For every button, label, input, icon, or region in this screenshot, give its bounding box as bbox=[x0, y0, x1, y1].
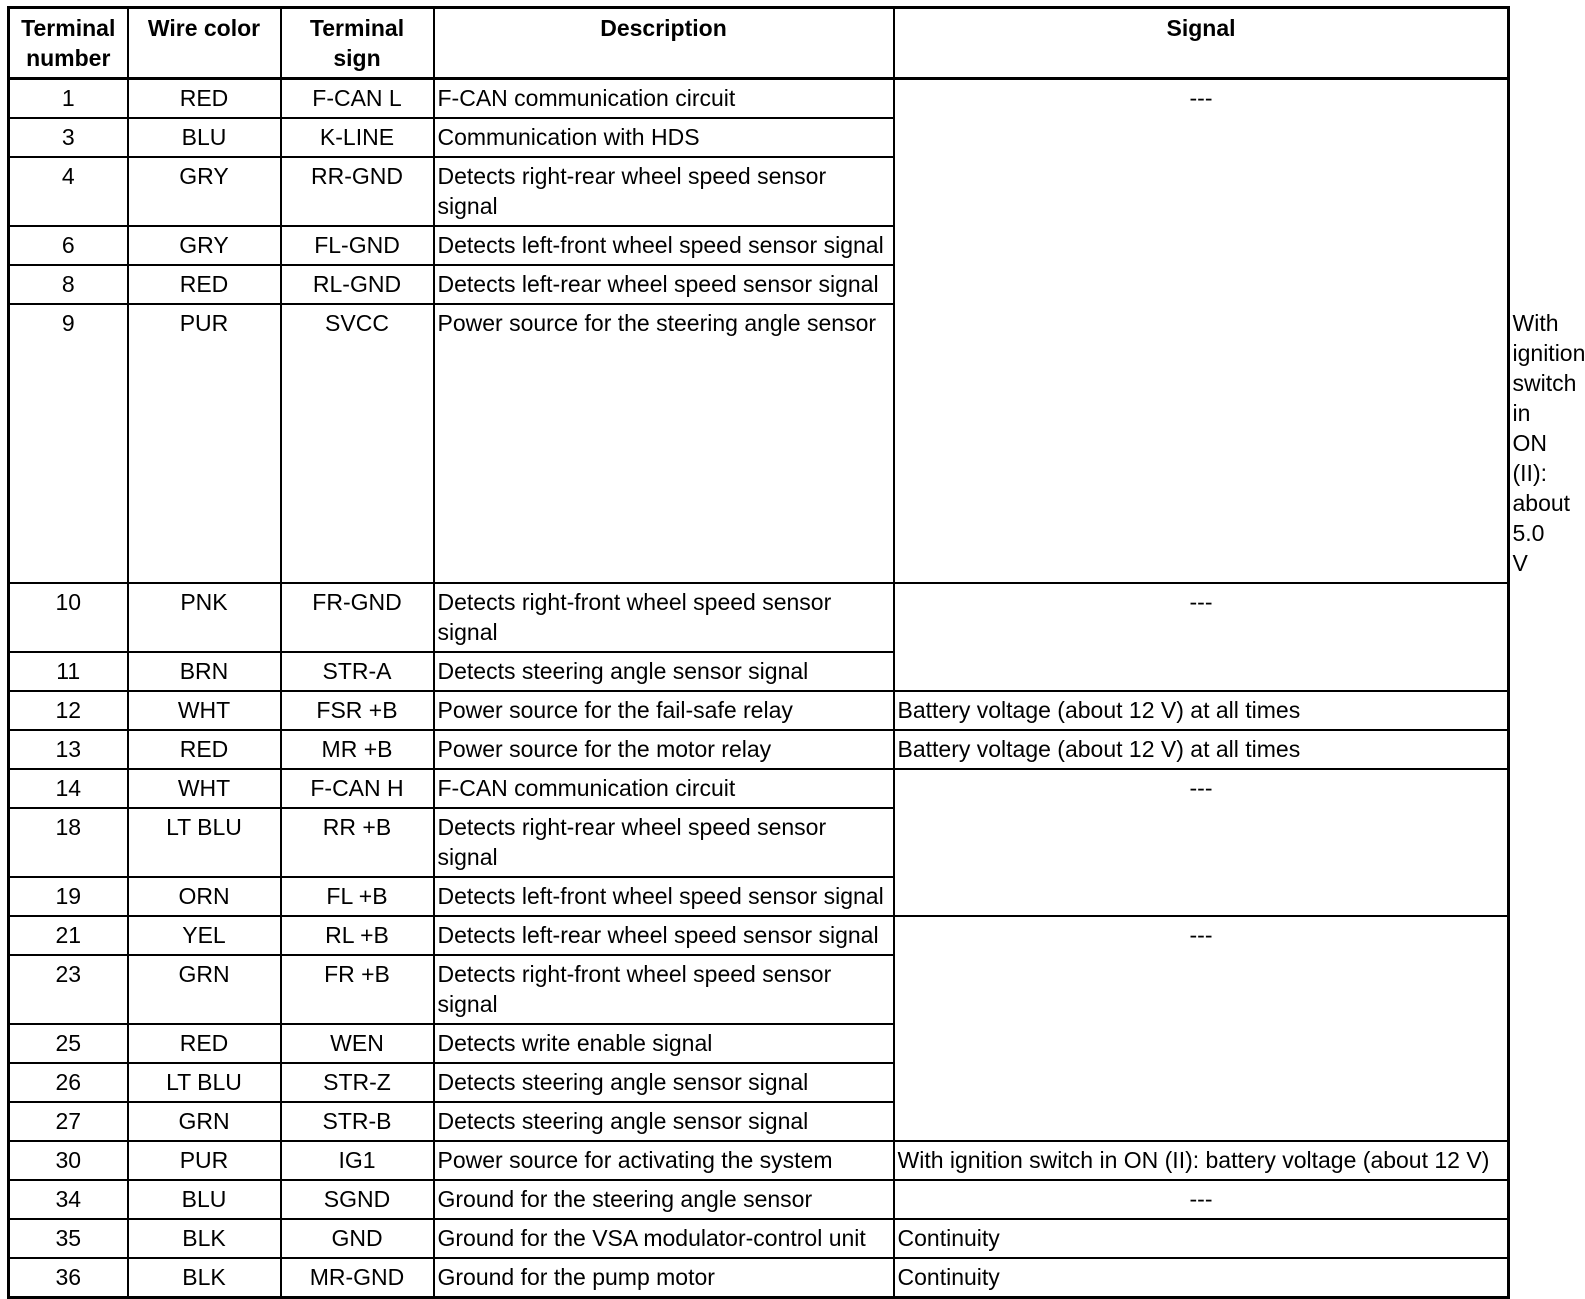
description-cell: Detects right-rear wheel speed sensor signal bbox=[434, 808, 894, 877]
terminal-number-cell: 3 bbox=[9, 118, 128, 157]
wire-color-cell: GRY bbox=[128, 157, 281, 226]
table-body bbox=[9, 79, 1585, 1298]
terminal-sign-cell: SGND bbox=[281, 1180, 434, 1219]
wire-color-cell: RED bbox=[128, 1024, 281, 1063]
terminal-sign-cell: SVCC bbox=[281, 304, 434, 583]
table-row bbox=[9, 730, 1509, 769]
terminal-sign-cell: RL +B bbox=[281, 916, 434, 955]
description-cell: Detects steering angle sensor signal bbox=[434, 1102, 894, 1141]
terminal-number-cell: 34 bbox=[9, 1180, 128, 1219]
wire-color-cell: GRN bbox=[128, 1102, 281, 1141]
terminal-sign-cell: RR-GND bbox=[281, 157, 434, 226]
terminal-number-cell: 18 bbox=[9, 808, 128, 877]
terminal-number-cell: 30 bbox=[9, 1141, 128, 1180]
header-description bbox=[434, 8, 894, 79]
terminal-number-cell: 36 bbox=[9, 1258, 128, 1298]
terminal-number-cell: 1 bbox=[9, 79, 128, 119]
terminal-number-cell: 13 bbox=[9, 730, 128, 769]
wire-color-cell: YEL bbox=[128, 916, 281, 955]
wire-color-cell: GRY bbox=[128, 226, 281, 265]
terminal-number-cell: 27 bbox=[9, 1102, 128, 1141]
description-cell: Ground for the steering angle sensor bbox=[434, 1180, 894, 1219]
header-signal-text: Signal bbox=[1166, 15, 1236, 41]
signal-cell: --- bbox=[894, 583, 1509, 691]
wire-color-cell: ORN bbox=[128, 877, 281, 916]
terminal-sign-cell: GND bbox=[281, 1219, 434, 1258]
description-cell: Power source for activating the system bbox=[434, 1141, 894, 1180]
terminal-sign-cell: STR-Z bbox=[281, 1063, 434, 1102]
terminal-number-cell: 23 bbox=[9, 955, 128, 1024]
table-row: 9 PUR SVCC Power source for the steering angle sensor With ignition switch in ON (II): about 5.0 V bbox=[9, 304, 1509, 583]
description-cell: Detects left-rear wheel speed sensor signal bbox=[434, 916, 894, 955]
terminal-number-cell: 9 bbox=[9, 304, 128, 583]
table-row bbox=[9, 691, 1509, 730]
terminal-sign-cell: F-CAN L bbox=[281, 79, 434, 119]
table-row bbox=[9, 1180, 1509, 1219]
terminal-number-cell: 4 bbox=[9, 157, 128, 226]
description-cell: Communication with HDS bbox=[434, 118, 894, 157]
terminal-number-cell: 19 bbox=[9, 877, 128, 916]
terminal-number-cell: 25 bbox=[9, 1024, 128, 1063]
description-cell: Detects steering angle sensor signal bbox=[434, 652, 894, 691]
terminal-number-cell: 11 bbox=[9, 652, 128, 691]
description-cell: Detects steering angle sensor signal bbox=[434, 1063, 894, 1102]
terminal-sign-cell: FSR +B bbox=[281, 691, 434, 730]
description-cell: Detects right-front wheel speed sensor signal bbox=[434, 583, 894, 652]
description-cell: Detects left-front wheel speed sensor signal bbox=[434, 877, 894, 916]
header-terminal-number bbox=[9, 8, 128, 79]
terminal-number-cell: 35 bbox=[9, 1219, 128, 1258]
header-terminal-sign-text: Terminal sign bbox=[309, 15, 405, 71]
terminal-sign-cell: MR +B bbox=[281, 730, 434, 769]
wire-color-cell: BLK bbox=[128, 1258, 281, 1298]
table-row bbox=[9, 583, 1509, 652]
wire-color-cell: BRN bbox=[128, 652, 281, 691]
wire-color-cell: RED bbox=[128, 265, 281, 304]
description-cell: Detects right-front wheel speed sensor signal bbox=[434, 955, 894, 1024]
wire-color-cell: WHT bbox=[128, 691, 281, 730]
terminal-sign-cell: FR-GND bbox=[281, 583, 434, 652]
header-wire-color-text: Wire color bbox=[147, 15, 261, 41]
header-terminal-number-text: Terminal number bbox=[21, 15, 116, 71]
terminal-number-cell: 26 bbox=[9, 1063, 128, 1102]
table-row bbox=[9, 1141, 1509, 1180]
terminal-sign-cell: RL-GND bbox=[281, 265, 434, 304]
terminal-sign-cell: RR +B bbox=[281, 808, 434, 877]
wire-color-cell: LT BLU bbox=[128, 808, 281, 877]
signal-cell: --- bbox=[894, 916, 1509, 1141]
terminal-sign-cell: F-CAN H bbox=[281, 769, 434, 808]
description-cell: Ground for the pump motor bbox=[434, 1258, 894, 1298]
wire-color-cell: LT BLU bbox=[128, 1063, 281, 1102]
header-signal bbox=[894, 8, 1509, 79]
description-cell: Power source for the fail-safe relay bbox=[434, 691, 894, 730]
wire-color-cell: RED bbox=[128, 79, 281, 119]
signal-cell: Battery voltage (about 12 V) at all times bbox=[894, 730, 1509, 769]
terminal-sign-cell: FL +B bbox=[281, 877, 434, 916]
wire-color-cell: GRN bbox=[128, 955, 281, 1024]
terminal-sign-cell: STR-B bbox=[281, 1102, 434, 1141]
table-row bbox=[9, 769, 1509, 808]
wire-color-cell: WHT bbox=[128, 769, 281, 808]
wire-color-cell: RED bbox=[128, 730, 281, 769]
description-cell: F-CAN communication circuit bbox=[434, 79, 894, 119]
description-cell: Detects right-rear wheel speed sensor signal bbox=[434, 157, 894, 226]
wire-color-cell: PUR bbox=[128, 1141, 281, 1180]
description-cell: Detects write enable signal bbox=[434, 1024, 894, 1063]
signal-cell: --- bbox=[894, 79, 1509, 584]
terminal-number-cell: 21 bbox=[9, 916, 128, 955]
signal-cell: --- bbox=[894, 1180, 1509, 1219]
table-row bbox=[9, 1258, 1509, 1298]
signal-cell: With ignition switch in ON (II): battery voltage (about 12 V) bbox=[894, 1141, 1509, 1180]
description-cell: Detects left-front wheel speed sensor signal bbox=[434, 226, 894, 265]
table-row bbox=[9, 79, 1509, 119]
terminal-sign-cell: K-LINE bbox=[281, 118, 434, 157]
terminal-sign-cell: STR-A bbox=[281, 652, 434, 691]
signal-cell: Continuity bbox=[894, 1219, 1509, 1258]
terminal-number-cell: 10 bbox=[9, 583, 128, 652]
header-description-text: Description bbox=[600, 15, 727, 41]
header-row bbox=[9, 8, 1509, 79]
description-cell: Power source for the motor relay bbox=[434, 730, 894, 769]
terminal-sign-cell: WEN bbox=[281, 1024, 434, 1063]
terminal-sign-cell: IG1 bbox=[281, 1141, 434, 1180]
terminal-sign-cell: FL-GND bbox=[281, 226, 434, 265]
description-cell: Ground for the VSA modulator-control unit bbox=[434, 1219, 894, 1258]
wire-color-cell: BLU bbox=[128, 118, 281, 157]
terminal-table bbox=[7, 6, 1585, 1299]
table-row bbox=[9, 1219, 1509, 1258]
signal-cell: --- bbox=[894, 769, 1509, 916]
signal-cell: Continuity bbox=[894, 1258, 1509, 1298]
header-terminal-sign bbox=[281, 8, 434, 79]
wire-color-cell: PNK bbox=[128, 583, 281, 652]
wire-color-cell: BLU bbox=[128, 1180, 281, 1219]
table-header bbox=[9, 8, 1509, 79]
terminal-sign-cell: FR +B bbox=[281, 955, 434, 1024]
terminal-sign-cell: MR-GND bbox=[281, 1258, 434, 1298]
table-row bbox=[9, 916, 1509, 955]
terminal-number-cell: 8 bbox=[9, 265, 128, 304]
signal-cell: Battery voltage (about 12 V) at all times bbox=[894, 691, 1509, 730]
terminal-number-cell: 12 bbox=[9, 691, 128, 730]
description-cell: Power source for the steering angle sensor bbox=[434, 304, 894, 583]
terminal-number-cell: 14 bbox=[9, 769, 128, 808]
description-cell: Detects left-rear wheel speed sensor signal bbox=[434, 265, 894, 304]
wire-color-cell: BLK bbox=[128, 1219, 281, 1258]
wire-color-cell: PUR bbox=[128, 304, 281, 583]
terminal-number-cell: 6 bbox=[9, 226, 128, 265]
header-wire-color bbox=[128, 8, 281, 79]
description-cell: F-CAN communication circuit bbox=[434, 769, 894, 808]
